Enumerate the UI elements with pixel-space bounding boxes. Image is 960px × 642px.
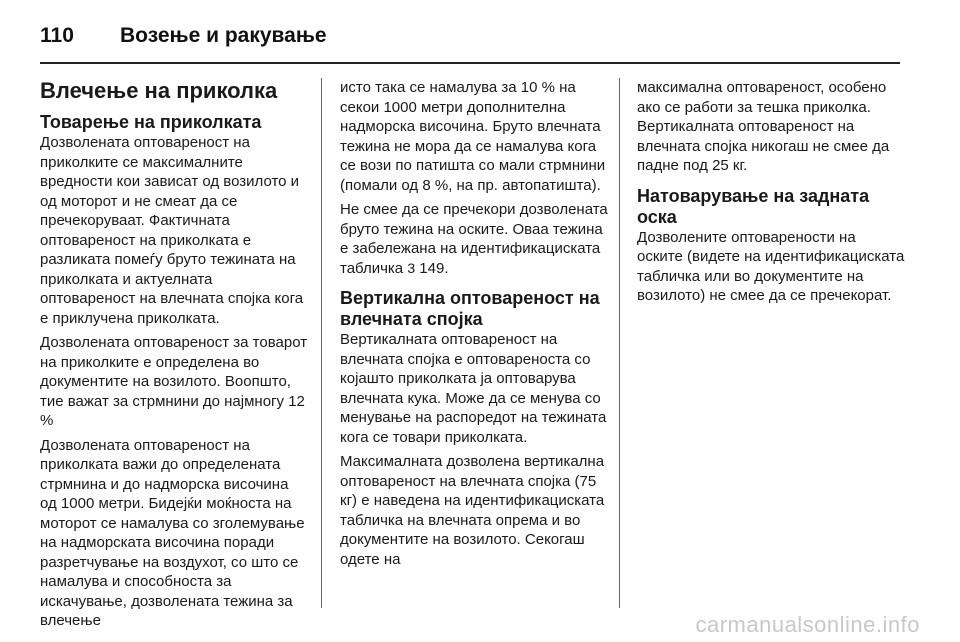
paragraph: Вертикалната оптовареност на влечната спојка е оптовареноста со којашто приколката ја оптоварува влечната кука. Може да се менува со менување на распоредот на тежината кога се товари приколката. xyxy=(340,331,607,446)
paragraph: максимална оптовареност, особено ако се работи за тешка приколка. Вертикалната оптовареност на влечната спојка никогаш не смее да падне под 25 кг. xyxy=(637,79,890,174)
subsection-title-rear-axle: Натоварување на задната оска xyxy=(637,185,870,227)
subsection-title-trailer-loading: Товарење на приколката xyxy=(40,112,262,132)
header-divider xyxy=(40,62,900,64)
paragraph: Дозволената оптовареност на приколката важи до определената стрмнина и до надморска височина од 1000 метри. Бидејќи моќноста на моторот се намалува со зголемување на надморската височина поради разретчување на воздухот, со што се намалува и способноста за искачување, дозволената тежина за влечење xyxy=(40,436,305,629)
paragraph: исто така се намалува за 10 % на секои 1000 метри дополнителна надморска височина. Бруто влечната тежина не мора да се намалува кога се вози по патишта со мали стрмнини (помали од 8 %, на пр. автопатишта). xyxy=(340,79,606,194)
page-header xyxy=(40,18,327,54)
watermark: carmanualsonline.info xyxy=(695,612,920,637)
section-title: Влечење на приколка xyxy=(40,78,278,103)
subsection-title-vertical-load: Вертикална оптовареност на влечната спојка xyxy=(340,288,600,329)
paragraph: Максималната дозволена вертикална оптовареност на влечната спојка (75 кг) е наведена на идентификациската табличка на влечната опрема и во документите на возилото. Секогаш одете на xyxy=(340,453,605,568)
paragraph: Дозволената оптовареност на приколките се максималните вредности кои зависат од возилото и од моторот и не смеат да се пречекоруваат. Фактичната оптовареност на приколката е разликата помеѓу бруто тежината на приколката и актуелната оптовареност на влечната спојка кога е приклучена приколката. xyxy=(40,134,304,327)
paragraph-with-reference xyxy=(340,200,608,278)
paragraph-text: Не смее да се пречекори дозволената бруто тежина на оските. Оваа тежина е забележана на идентификациската табличка xyxy=(340,201,608,277)
column-1 xyxy=(40,78,308,636)
column-divider xyxy=(619,78,620,608)
column-divider xyxy=(321,78,322,608)
page-reference-link[interactable]: 149. xyxy=(419,259,449,277)
column-3 xyxy=(637,78,905,311)
page-reference-arrow-icon: 3 xyxy=(407,259,416,276)
chapter-title: Возење и ракување xyxy=(120,24,327,47)
paragraph: Дозволената оптовареност за товарот на приколките е определена во документите на возилото. Воопшто, тие важат за стрмнини до најмногу 12 % xyxy=(40,334,308,429)
paragraph: Дозволените оптоварености на оските (видете на идентификациската табличка или во документите на возилото) не смее да се пречекорат. xyxy=(637,228,905,304)
page-number: 110 xyxy=(40,24,74,47)
column-2 xyxy=(340,78,608,574)
